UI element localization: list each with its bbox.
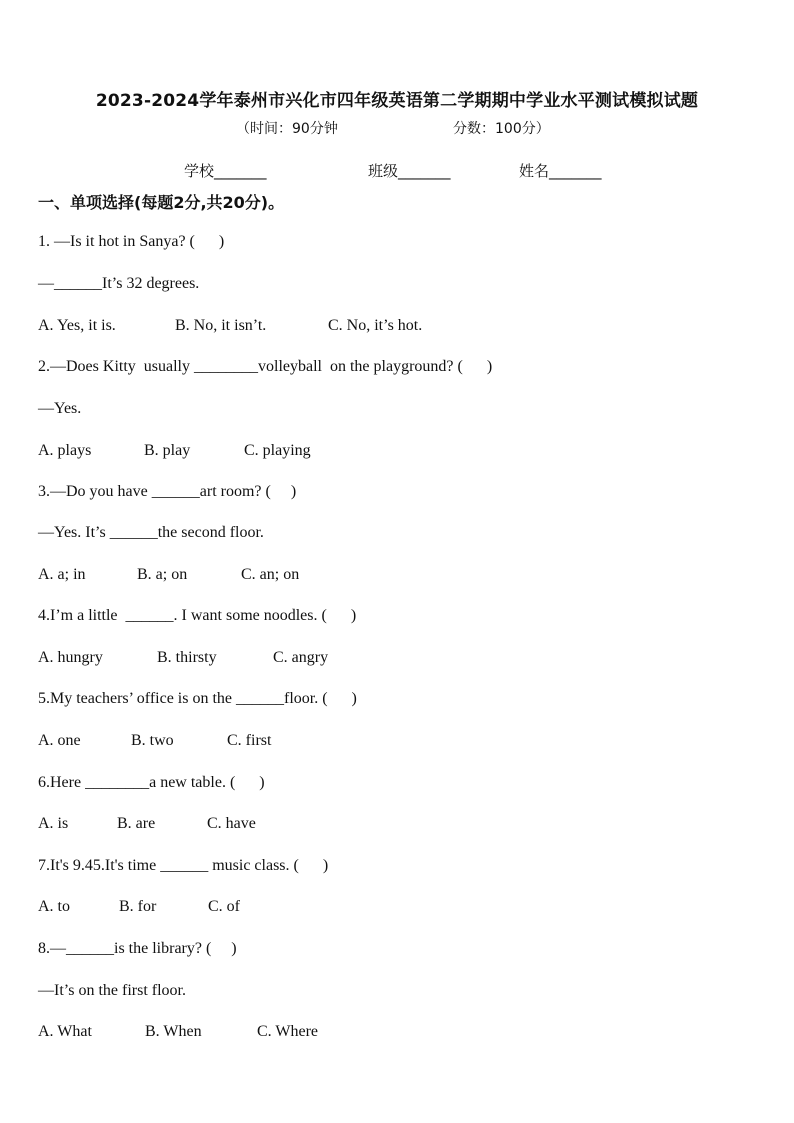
question-8-option-c: C. Where	[257, 1023, 319, 1040]
question-2-option-c: C. playing	[244, 442, 311, 459]
school-field: 学校_______	[184, 162, 267, 180]
question-8-option-b: B. When	[145, 1023, 202, 1040]
question-6-option-c: C. have	[207, 815, 256, 832]
question-3-answer-line: —Yes. It’s ______the second floor.	[38, 524, 264, 541]
section-heading: 一、单项选择(每题2分,共20分)。	[38, 193, 285, 212]
question-2-option-a: A. plays	[38, 442, 92, 459]
question-4-option-c: C. angry	[273, 649, 329, 666]
question-6-stem: 6.Here ________a new table. ( )	[38, 774, 265, 791]
exam-score: 分数：100分）	[453, 121, 550, 137]
question-5-option-b: B. two	[131, 732, 174, 749]
question-2-option-b: B. play	[144, 442, 191, 459]
question-6-option-a: A. is	[38, 815, 69, 832]
question-8-stem: 8.—______is the library? ( )	[38, 940, 237, 957]
question-7-option-c: C. of	[208, 898, 240, 915]
question-7-stem: 7.It's 9.45.It's time ______ music class. ( )	[38, 857, 329, 874]
question-5-stem: 5.My teachers’ office is on the ______floor. ( )	[38, 690, 357, 707]
question-2-stem: 2.—Does Kitty usually ________volleyball on the playground? ( )	[38, 358, 493, 375]
question-1-answer-line: —______It’s 32 degrees.	[38, 275, 200, 292]
question-2-answer-line: —Yes.	[38, 400, 82, 417]
exam-time: （时间：90分钟	[236, 121, 338, 137]
question-7-option-a: A. to	[38, 898, 70, 915]
question-3-stem: 3.—Do you have ______art room? ( )	[38, 483, 297, 500]
question-1-option-a: A. Yes, it is.	[38, 317, 116, 334]
question-4-option-b: B. thirsty	[157, 649, 217, 666]
question-4-stem: 4.I’m a little ______. I want some noodles. ( )	[38, 607, 357, 624]
question-5-option-c: C. first	[227, 732, 272, 749]
exam-title: 2023-2024学年泰州市兴化市四年级英语第二学期期中学业水平测试模拟试题	[95, 91, 699, 111]
question-6-option-b: B. are	[117, 815, 156, 832]
question-4-option-a: A. hungry	[38, 649, 103, 666]
question-3-option-a: A. a; in	[38, 566, 86, 583]
question-3-option-c: C. an; on	[241, 566, 300, 583]
question-1-stem: 1. —Is it hot in Sanya? ( )	[38, 233, 225, 250]
question-7-option-b: B. for	[119, 898, 157, 915]
question-1-option-b: B. No, it isn’t.	[175, 317, 267, 334]
question-3-option-b: B. a; on	[137, 566, 188, 583]
question-1-option-c: C. No, it’s hot.	[328, 317, 423, 334]
name-field: 姓名_______	[519, 162, 602, 180]
question-5-option-a: A. one	[38, 732, 81, 749]
question-8-option-a: A. What	[38, 1023, 92, 1040]
question-8-answer-line: —It’s on the first floor.	[38, 982, 186, 999]
class-field: 班级_______	[368, 162, 451, 180]
